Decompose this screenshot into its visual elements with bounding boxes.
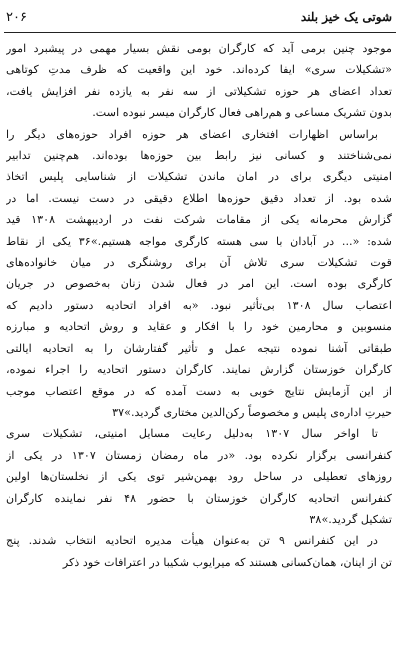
text-line: در این کنفرانس ۹ تن به‌عنوان هیأت مدیره اتحادیه انتخاب شدند. پنج — [6, 534, 379, 548]
text-line: کارگری بوده است. این امر در فعال شدن زنان به‌خصوص در جریان — [6, 277, 392, 291]
text-line: امنیتی دیگری برای در امان ماندن تشکیلات از شناسایی پلیس اتخاذ — [6, 170, 392, 184]
text-line: کنفرانسی برگزار نکرده بود. «در ماه رمضان زمستان ۱۳۰۷ در یکی از — [6, 448, 392, 462]
text-line: نمی‌شناختند و کسانی نیز رابط بین حوزه‌ها بوده‌اند. هم‌چنین تدابیر — [6, 149, 392, 163]
text-line: «تشکیلات سری» ایفا کرده‌اند. خود این واقعیت که ظرف مدتِ کوتاهی — [6, 63, 392, 77]
paragraph — [6, 38, 392, 124]
header-rule — [4, 32, 396, 33]
text-line: کارگران خوزستان گزارش نمایند. کارگران دستور اتحادیه را اجراء نموده، — [6, 363, 392, 377]
text-line: قوت تشکیلات سری تلاش آن برای روشنگری در میان خانواده‌های — [6, 256, 392, 270]
text-line: شده بود. از تعداد دقیق حوزه‌ها اطلاع دقیقی در دست نیست. اما در — [6, 191, 392, 205]
text-line: کنفرانس اتحادیه کارگران خوزستان با حضور ۴۸ نفر نماینده کارگران — [6, 491, 392, 505]
page-body — [6, 38, 392, 662]
paragraph — [6, 530, 392, 573]
text-line: تا اواخر سال ۱۳۰۷ به‌دلیل رعایت مسایل امنیتی، تشکیلات سری — [6, 427, 378, 441]
page-header — [6, 4, 392, 30]
text-line: بدون تشریک مساعی و هم‌راهی فعال کارگران میسر نبوده است. — [92, 106, 392, 120]
text-line: روزهای تعطیلی در ساحل رود بهمن‌شیر توی یکی از نخلستان‌ها اولین — [6, 470, 392, 484]
text-line: تن از اینان، همان‌کسانی هستند که میرایوب شکیبا در اعترافات خود ذکر — [62, 555, 392, 569]
paragraph — [6, 423, 392, 530]
text-line: حیرتِ اداره‌ی پلیس و مخصوصاً رکن‌الدین مختاری گردید.»۳۷ — [112, 405, 392, 419]
text-line: گزارش محرمانه یکی از مقامات شرکت نفت در اردیبهشت ۱۳۰۸ قید — [6, 213, 392, 227]
text-line: براساس اظهارات افتخاری اعضای هر حوزه افراد حوزه‌های دیگر را — [6, 127, 378, 141]
text-line: طبقاتی آشنا نموده نتیجه عمل و تأثیر گفتارشان را به اتحادیه ایالتی — [6, 341, 392, 355]
text-line: تعداد اعضای هر حوزه تشکیلاتی از سه نفر به یازده نفر افزایش یافت، — [6, 84, 392, 98]
page-number: ۲۰۶ — [6, 9, 27, 25]
text-line: موجود چنین برمی آید که کارگران بومی نقش بسیار مهمی در پیشبرد امور — [6, 42, 392, 55]
text-line: از این آزمایش نتایج خوبی به دست آمده که در موقع اعتصاب موجب — [6, 384, 392, 398]
text-line: منسوبین و محارمین خود را با افکار و عقاید و روش اتحادیه و مبارزه — [6, 320, 392, 334]
paragraph — [6, 124, 392, 424]
running-head: شوتی یک خیز بلند — [300, 10, 392, 24]
text-line: اعتصاب سال ۱۳۰۸ بی‌تأثیر نبود. «به افراد اتحادیه دستور دادیم که — [6, 298, 392, 312]
text-line: شده: «... در آبادان با سی هسته کارگری مواجه هستیم.»۳۶ یکی از نقاط — [6, 234, 392, 248]
text-line: تشکیل گردید.»۳۸ — [309, 512, 392, 526]
